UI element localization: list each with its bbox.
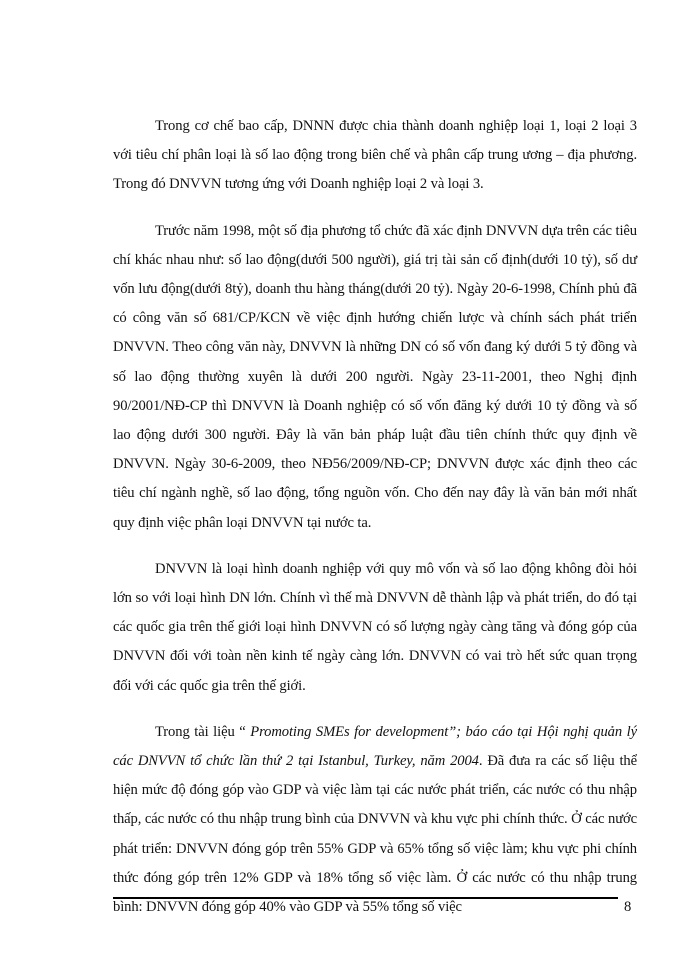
paragraph-3: DNVVN là loại hình doanh nghiệp với quy mô vốn và số lao động không đòi hỏi lớn so với loại hình DN lớn. Chính vì thế mà DNVVN dễ thành lập và phát triển, do đó tại các quốc gia trên thế giới loại hình DNVVN có số lượng ngày càng tăng và đóng góp của DNVVN đối với toàn nền kinh tế ngày càng lớn. DNVVN có vai trò hết sức quan trọng đối với các quốc gia trên thế giới. (113, 560, 637, 694)
paragraph-4-body: . Đã đưa ra các số liệu thể hiện mức độ đóng góp vào GDP và việc làm tại các nước phát triển, các nước có thu nhập thấp, các nước có thu nhập trung bình của DNVVN và khu vực phi chính thức. Ở các nước phát triển: DNVVN đóng góp trên 55% GDP và 65% tổng số việc làm; khu vực phi chính thức đóng góp trên 12% GDP và 18% tổng số việc làm. Ở các nước có thu nhập trung bình: DNVVN đóng góp 40% vào GDP và 55% tổng số việc (113, 753, 637, 916)
footer-divider (113, 897, 618, 899)
paragraph-2: Trước năm 1998, một số địa phương tổ chức đã xác định DNVVN dựa trên các tiêu chí khác nhau như: số lao động(dưới 500 người), giá trị tài sản cố định(dưới 10 tỷ), số dư vốn lưu động(dưới 8tỷ), doanh thu hàng tháng(dưới 20 tỷ). Ngày 20-6-1998, Chính phủ đã có công văn số 681/CP/KCN về việc định hướng chiến lược và chính sách phát triển DNVVN. Theo công văn này, DNVVN là những DN có số vốn đang ký dưới 5 tỷ đồng và số lao động thường xuyên là dưới 200 người. Ngày 23-11-2001, theo Nghị định 90/2001/NĐ-CP thì DNVVN là Doanh nghiệp có số vốn đăng ký dưới 10 tỷ đồng và số lao động dưới 300 người. Đây là văn bản pháp luật đầu tiên chính thức quy định về DNVVN. Ngày 30-6-2009, theo NĐ56/2009/NĐ-CP; DNVVN được xác định theo các tiêu chí ngành nghề, số lao động, tổng nguồn vốn. Cho đến nay đây là văn bản mới nhất quy định việc phân loại DNVVN tại nước ta. (113, 222, 637, 531)
paragraph-4-lead: Trong tài liệu “ (155, 723, 251, 740)
page-number: 8 (624, 899, 632, 915)
paragraph-4-citation: Promoting SMEs for development”; báo cáo tại Hội nghị quản lý các DNVVN tổ chức lần thứ 2 tại Istanbul, Turkey, năm 2004 (113, 723, 637, 770)
page-body (113, 112, 637, 939)
paragraph-1: Trong cơ chế bao cấp, DNNN được chia thành doanh nghiệp loại 1, loại 2 loại 3 với tiêu chí phân loại là số lao động trong biên chế và phân cấp trung ương – địa phương. Trong đó DNVVN tương ứng với Doanh nghiệp loại 2 và loại 3. (113, 118, 637, 193)
paragraph-4 (113, 718, 637, 922)
